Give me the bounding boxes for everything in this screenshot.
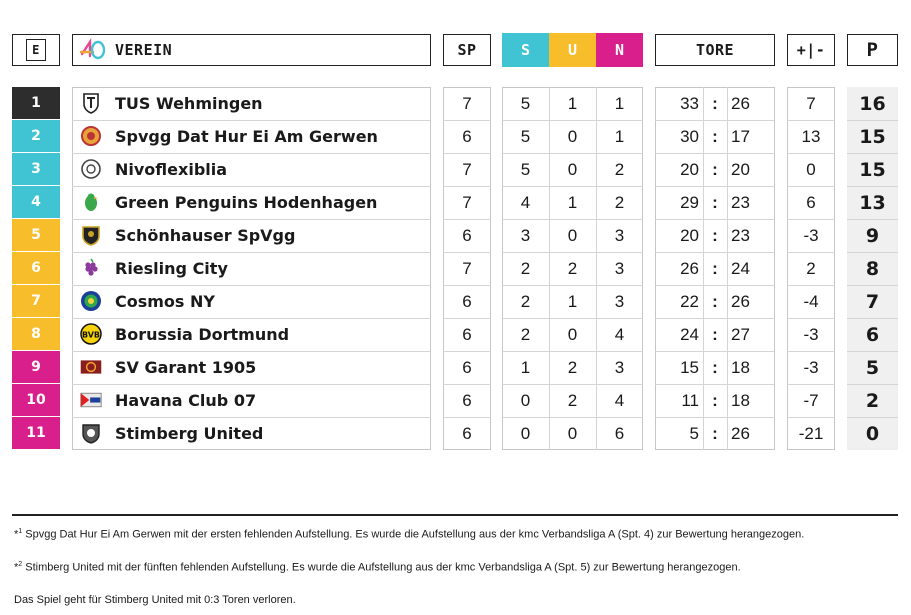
table-row bbox=[0, 87, 911, 120]
team-name[interactable]: Spvgg Dat Hur Ei Am Gerwen bbox=[115, 127, 378, 146]
played-cell: 6 bbox=[462, 423, 472, 443]
table-row bbox=[0, 384, 911, 417]
goals-against-cell: 18 bbox=[731, 390, 750, 410]
footnote-1-mark: * bbox=[14, 528, 19, 541]
played-cell: 7 bbox=[462, 258, 472, 278]
table-row bbox=[0, 318, 911, 351]
points-cell: 5 bbox=[847, 351, 898, 384]
goals-against-cell: 26 bbox=[731, 291, 750, 311]
havana-club-crest-icon bbox=[80, 389, 102, 411]
footer-divider bbox=[12, 514, 898, 516]
row-divider bbox=[847, 186, 898, 187]
goals-for-cell: 30 bbox=[680, 126, 699, 146]
points-cell: 2 bbox=[847, 384, 898, 417]
losses-cell: 3 bbox=[614, 225, 625, 245]
row-divider bbox=[787, 120, 835, 121]
spvgg-crest-icon bbox=[80, 125, 102, 147]
goal-diff-cell: -4 bbox=[803, 291, 819, 311]
wins-cell: 2 bbox=[520, 291, 531, 311]
row-divider bbox=[655, 417, 775, 418]
goals-against-cell: 20 bbox=[731, 159, 750, 179]
points-cell: 15 bbox=[847, 153, 898, 186]
league-logo-icon bbox=[79, 38, 107, 62]
row-divider bbox=[72, 219, 431, 220]
row-divider bbox=[72, 351, 431, 352]
row-divider bbox=[502, 252, 643, 253]
goals-for-cell: 20 bbox=[680, 225, 699, 245]
footnote-1-sup: 1 bbox=[18, 528, 23, 535]
footnote-1 bbox=[14, 528, 804, 541]
row-divider bbox=[72, 252, 431, 253]
rank-badge: 5 bbox=[12, 219, 60, 251]
draws-cell: 0 bbox=[567, 159, 578, 179]
goal-separator: : bbox=[712, 390, 718, 410]
row-divider bbox=[72, 384, 431, 385]
wins-cell: 0 bbox=[520, 390, 531, 410]
played-cell: 6 bbox=[462, 324, 472, 344]
rank-header bbox=[12, 34, 60, 66]
goals-for-cell: 26 bbox=[680, 258, 699, 278]
row-divider bbox=[502, 417, 643, 418]
row-divider bbox=[443, 252, 491, 253]
table-row bbox=[0, 252, 911, 285]
rank-badge: 6 bbox=[12, 252, 60, 284]
row-divider bbox=[443, 120, 491, 121]
rank-badge: 2 bbox=[12, 120, 60, 152]
row-divider bbox=[847, 153, 898, 154]
goals-against-cell: 24 bbox=[731, 258, 750, 278]
row-divider bbox=[655, 186, 775, 187]
schoenhauser-crest-icon bbox=[80, 224, 102, 246]
row-divider bbox=[72, 120, 431, 121]
table-row bbox=[0, 120, 911, 153]
draws-cell: 2 bbox=[567, 258, 578, 278]
row-divider bbox=[502, 318, 643, 319]
row-divider bbox=[72, 186, 431, 187]
goals-for-cell: 15 bbox=[680, 357, 699, 377]
row-divider bbox=[72, 318, 431, 319]
row-divider bbox=[655, 120, 775, 121]
row-divider bbox=[655, 384, 775, 385]
points-cell: 16 bbox=[847, 87, 898, 120]
losses-cell: 4 bbox=[614, 324, 625, 344]
row-divider bbox=[787, 252, 835, 253]
footnote-2-sup: 2 bbox=[18, 561, 23, 568]
losses-cell: 4 bbox=[614, 390, 625, 410]
row-divider bbox=[655, 318, 775, 319]
goals-for-cell: 20 bbox=[680, 159, 699, 179]
footnote-2-mark: * bbox=[14, 561, 19, 574]
points-cell: 8 bbox=[847, 252, 898, 285]
row-divider bbox=[72, 285, 431, 286]
team-name[interactable]: Havana Club 07 bbox=[115, 391, 257, 410]
goal-diff-cell: 2 bbox=[806, 258, 816, 278]
rank-header-label: E bbox=[26, 39, 46, 61]
footnote-3-text: Das Spiel geht für Stimberg United mit 0:3 Toren verloren. bbox=[14, 594, 296, 606]
losses-header: N bbox=[596, 33, 643, 67]
team-name[interactable]: Nivoflexiblia bbox=[115, 160, 228, 179]
points-cell: 13 bbox=[847, 186, 898, 219]
rank-badge: 3 bbox=[12, 153, 60, 185]
goal-separator: : bbox=[712, 291, 718, 311]
club-header bbox=[72, 34, 431, 66]
goal-diff-cell: -3 bbox=[803, 324, 819, 344]
losses-cell: 3 bbox=[614, 357, 625, 377]
wins-cell: 5 bbox=[520, 159, 531, 179]
wins-cell: 1 bbox=[520, 357, 531, 377]
row-divider bbox=[787, 186, 835, 187]
team-name[interactable]: Cosmos NY bbox=[115, 292, 215, 311]
goal-diff-cell: -7 bbox=[803, 390, 819, 410]
played-cell: 7 bbox=[462, 93, 472, 113]
rank-badge: 10 bbox=[12, 384, 60, 416]
rank-badge: 4 bbox=[12, 186, 60, 218]
table-row bbox=[0, 285, 911, 318]
row-divider bbox=[443, 417, 491, 418]
row-divider bbox=[847, 219, 898, 220]
goals-against-cell: 17 bbox=[731, 126, 750, 146]
goals-for-cell: 5 bbox=[689, 423, 699, 443]
cosmos-ny-crest-icon bbox=[80, 290, 102, 312]
goals-for-cell: 11 bbox=[681, 390, 699, 410]
wins-header: S bbox=[502, 33, 549, 67]
row-divider bbox=[847, 120, 898, 121]
row-divider bbox=[443, 186, 491, 187]
draws-cell: 0 bbox=[567, 225, 578, 245]
goals-header: TORE bbox=[655, 34, 775, 66]
played-header: SP bbox=[443, 34, 491, 66]
row-divider bbox=[787, 285, 835, 286]
goal-separator: : bbox=[712, 324, 718, 344]
goal-separator: : bbox=[712, 192, 718, 212]
losses-cell: 2 bbox=[614, 159, 625, 179]
played-cell: 6 bbox=[462, 126, 472, 146]
row-divider bbox=[655, 351, 775, 352]
row-divider bbox=[502, 120, 643, 121]
row-divider bbox=[502, 285, 643, 286]
team-name[interactable]: Stimberg United bbox=[115, 424, 264, 443]
row-divider bbox=[443, 219, 491, 220]
row-divider bbox=[847, 318, 898, 319]
losses-cell: 1 bbox=[614, 126, 625, 146]
row-divider bbox=[72, 417, 431, 418]
rank-badge: 8 bbox=[12, 318, 60, 350]
row-divider bbox=[787, 318, 835, 319]
row-divider bbox=[787, 219, 835, 220]
points-header: P bbox=[847, 34, 898, 66]
row-divider bbox=[787, 417, 835, 418]
row-divider bbox=[847, 351, 898, 352]
footnote-1-text: Spvgg Dat Hur Ei Am Gerwen mit der ersten fehlenden Aufstellung. Es wurde die Aufstellung aus der kmc Verbandsliga A (Spt. 4) zur Bewertung herangezogen. bbox=[25, 528, 805, 541]
row-divider bbox=[655, 285, 775, 286]
footnote-2 bbox=[14, 561, 741, 574]
row-divider bbox=[502, 351, 643, 352]
row-divider bbox=[502, 153, 643, 154]
played-cell: 6 bbox=[462, 390, 472, 410]
wins-cell: 2 bbox=[520, 258, 531, 278]
wins-cell: 4 bbox=[520, 192, 531, 212]
team-name[interactable]: Riesling City bbox=[115, 259, 228, 278]
row-divider bbox=[443, 384, 491, 385]
row-divider bbox=[655, 153, 775, 154]
row-divider bbox=[787, 153, 835, 154]
goals-for-cell: 24 bbox=[680, 324, 699, 344]
row-divider bbox=[443, 285, 491, 286]
wdl-header bbox=[502, 33, 643, 67]
bvb-crest-icon bbox=[80, 323, 102, 345]
played-cell: 6 bbox=[462, 291, 472, 311]
goals-against-cell: 27 bbox=[731, 324, 750, 344]
goals-for-cell: 33 bbox=[680, 93, 699, 113]
team-name[interactable]: TUS Wehmingen bbox=[115, 94, 263, 113]
table-row bbox=[0, 417, 911, 450]
nivoflexiblia-crest-icon bbox=[80, 158, 102, 180]
rank-badge: 11 bbox=[12, 417, 60, 449]
wins-cell: 0 bbox=[520, 423, 531, 443]
losses-cell: 3 bbox=[614, 291, 625, 311]
row-divider bbox=[502, 219, 643, 220]
team-name[interactable]: Schönhauser SpVgg bbox=[115, 226, 296, 245]
diff-header: +|- bbox=[787, 34, 835, 66]
points-cell: 0 bbox=[847, 417, 898, 450]
row-divider bbox=[847, 285, 898, 286]
draws-cell: 2 bbox=[567, 357, 578, 377]
table-row bbox=[0, 153, 911, 186]
losses-cell: 3 bbox=[614, 258, 625, 278]
goal-diff-cell: 0 bbox=[806, 159, 816, 179]
goal-separator: : bbox=[712, 225, 718, 245]
goal-diff-cell: 13 bbox=[801, 126, 821, 146]
goals-against-cell: 26 bbox=[731, 423, 750, 443]
goals-against-cell: 26 bbox=[731, 93, 750, 113]
svg-text:BVB: BVB bbox=[81, 330, 101, 340]
row-divider bbox=[443, 318, 491, 319]
rank-badge: 7 bbox=[12, 285, 60, 317]
goal-diff-cell: 7 bbox=[806, 93, 816, 113]
row-divider bbox=[443, 153, 491, 154]
points-cell: 7 bbox=[847, 285, 898, 318]
row-divider bbox=[502, 384, 643, 385]
draws-cell: 1 bbox=[567, 291, 578, 311]
row-divider bbox=[847, 384, 898, 385]
goal-separator: : bbox=[712, 93, 718, 113]
played-cell: 6 bbox=[462, 225, 472, 245]
row-divider bbox=[787, 384, 835, 385]
team-name[interactable]: Borussia Dortmund bbox=[115, 325, 290, 344]
played-cell: 7 bbox=[462, 192, 472, 212]
row-divider bbox=[787, 351, 835, 352]
row-divider bbox=[655, 252, 775, 253]
goal-separator: : bbox=[712, 423, 718, 443]
points-cell: 9 bbox=[847, 219, 898, 252]
table-row bbox=[0, 351, 911, 384]
footnote-2-text: Stimberg United mit der fünften fehlenden Aufstellung. Es wurde die Aufstellung aus der kmc Verbandsliga A (Spt. 5) zur Bewertung herangezogen. bbox=[25, 561, 741, 574]
club-header-label: VEREIN bbox=[115, 41, 173, 59]
stimberg-crest-icon bbox=[80, 422, 102, 444]
table-row bbox=[0, 186, 911, 219]
wins-cell: 2 bbox=[520, 324, 531, 344]
rank-badge: 1 bbox=[12, 87, 60, 119]
goals-for-cell: 22 bbox=[680, 291, 699, 311]
goal-separator: : bbox=[712, 357, 718, 377]
goal-diff-cell: -3 bbox=[803, 225, 819, 245]
goals-against-cell: 23 bbox=[731, 192, 750, 212]
table-row bbox=[0, 219, 911, 252]
team-name[interactable]: SV Garant 1905 bbox=[115, 358, 257, 377]
points-cell: 6 bbox=[847, 318, 898, 351]
losses-cell: 2 bbox=[614, 192, 625, 212]
row-divider bbox=[72, 153, 431, 154]
tus-wehmingen-crest-icon bbox=[80, 92, 102, 114]
draws-cell: 1 bbox=[567, 192, 578, 212]
played-cell: 6 bbox=[462, 357, 472, 377]
team-name[interactable]: Green Penguins Hodenhagen bbox=[115, 193, 378, 212]
row-divider bbox=[847, 252, 898, 253]
goals-against-cell: 18 bbox=[731, 357, 750, 377]
draws-cell: 0 bbox=[567, 324, 578, 344]
goals-for-cell: 29 bbox=[680, 192, 699, 212]
row-divider bbox=[847, 417, 898, 418]
wins-cell: 5 bbox=[520, 126, 531, 146]
draws-header: U bbox=[549, 33, 596, 67]
draws-cell: 2 bbox=[567, 390, 578, 410]
goal-separator: : bbox=[712, 126, 718, 146]
losses-cell: 1 bbox=[614, 93, 625, 113]
grapes-icon bbox=[80, 257, 102, 279]
draws-cell: 0 bbox=[567, 126, 578, 146]
goal-diff-cell: -21 bbox=[798, 423, 824, 443]
goal-separator: : bbox=[712, 258, 718, 278]
goal-diff-cell: -3 bbox=[803, 357, 819, 377]
wins-cell: 3 bbox=[520, 225, 531, 245]
rank-badge: 9 bbox=[12, 351, 60, 383]
goals-against-cell: 23 bbox=[731, 225, 750, 245]
played-cell: 7 bbox=[462, 159, 472, 179]
wins-cell: 5 bbox=[520, 93, 531, 113]
green-penguin-icon bbox=[80, 191, 102, 213]
footnote-3 bbox=[14, 594, 296, 606]
row-divider bbox=[443, 351, 491, 352]
goal-separator: : bbox=[712, 159, 718, 179]
goal-diff-cell: 6 bbox=[806, 192, 816, 212]
row-divider bbox=[655, 219, 775, 220]
row-divider bbox=[502, 186, 643, 187]
losses-cell: 6 bbox=[614, 423, 625, 443]
draws-cell: 1 bbox=[567, 93, 578, 113]
draws-cell: 0 bbox=[567, 423, 578, 443]
points-cell: 15 bbox=[847, 120, 898, 153]
sv-garant-crest-icon bbox=[80, 356, 102, 378]
